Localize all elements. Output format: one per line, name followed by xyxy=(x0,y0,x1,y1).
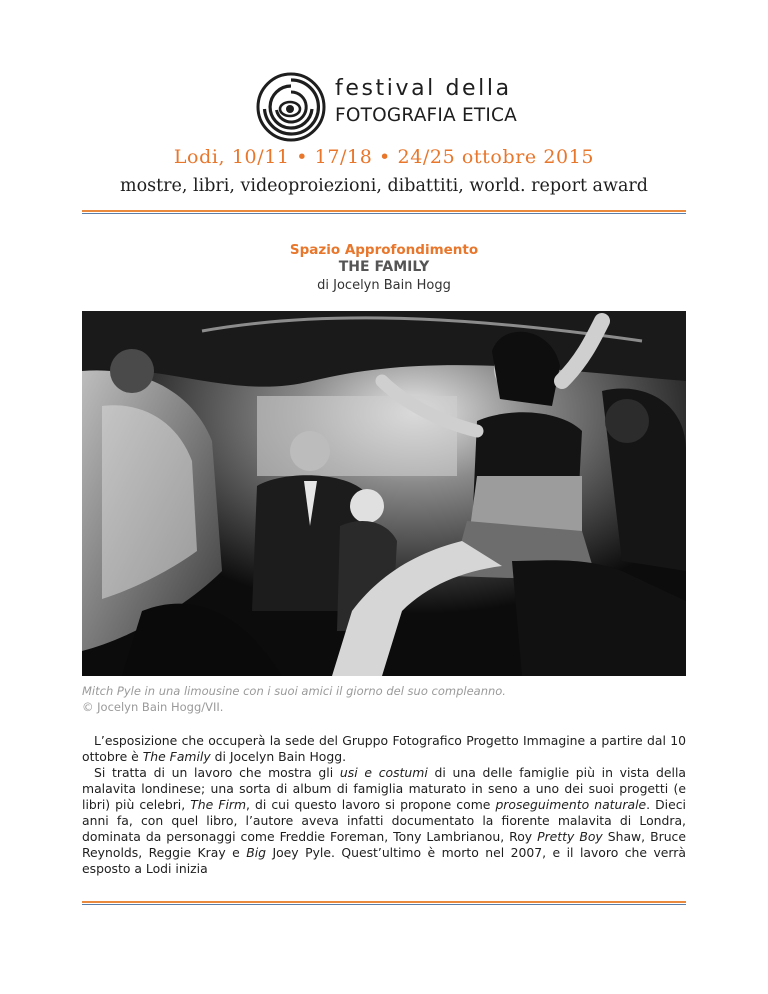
festival-logo xyxy=(256,72,526,142)
festival-subtitle: mostre, libri, videoproiezioni, dibattiti, world. report award xyxy=(120,176,648,196)
section-kicker: Spazio Approfondimento xyxy=(289,242,479,258)
paragraph-1: L’esposizione che occuperà la sede del Gruppo Fotografico Progetto Immagine a partire dal 10 ottobre è The Family di Jocelyn Bain Hogg. xyxy=(82,733,686,764)
limousine-photo xyxy=(82,311,686,676)
logo-text-festival: festival della xyxy=(335,76,512,101)
photo-credit: © Jocelyn Bain Hogg/VII. xyxy=(82,700,224,714)
festival-dates: Lodi, 10/11 • 17/18 • 24/25 ottobre 2015 xyxy=(173,146,595,168)
header-divider xyxy=(82,210,686,215)
photo-caption xyxy=(82,683,506,715)
footer-divider xyxy=(82,901,686,906)
article-body xyxy=(82,733,686,877)
spiral-eye-icon xyxy=(256,72,326,142)
paragraph-2: Si tratta di un lavoro che mostra gli usi e costumi di una delle famiglie più in vista della malavita londinese; una sorta di album di famiglia maturato in seno a uno dei suoi progetti (e libri) più celebri, The Firm, di cui questo lavoro si propone come proseguimento naturale. Dieci anni fa, con quel libro, l’autore aveva infatti documentato la fiorente malavita di Londra, dominata da personaggi come Freddie Foreman, Tony Lambrianou, Roy Pretty Boy Shaw, Bruce Reynolds, Reggie Kray e Big Joey Pyle. Quest’ultimo è morto nel 2007, e il lavoro che verrà esposto a Lodi inizia xyxy=(82,765,687,876)
logo-text-fotografia: FOTOGRAFIA ETICA xyxy=(335,105,518,126)
caption-text: Mitch Pyle in una limousine con i suoi amici il giorno del suo compleanno. xyxy=(82,684,506,698)
exhibition-title: THE FAMILY xyxy=(338,259,430,275)
exhibition-byline: di Jocelyn Bain Hogg xyxy=(317,278,451,293)
